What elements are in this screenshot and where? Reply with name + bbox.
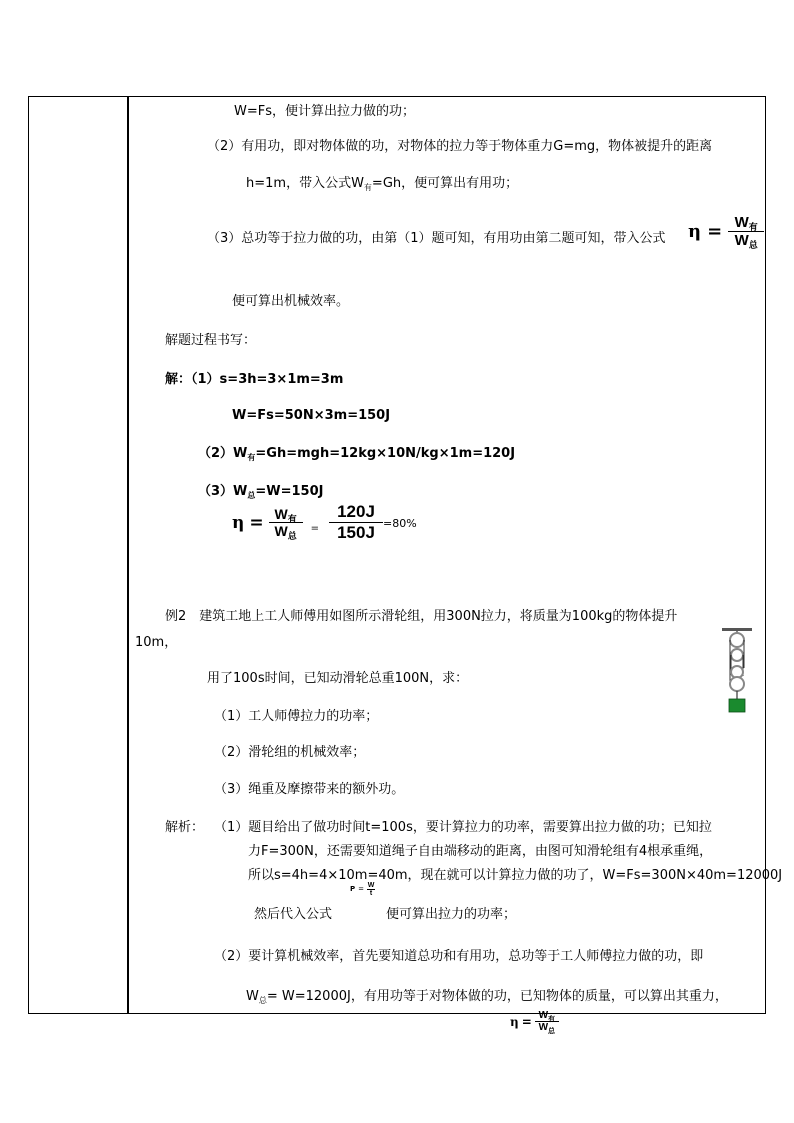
analysis2-p2-l1: （2）要计算机械效率，首先要知道总功和有用功，总功等于工人师傅拉力做的功，即 (214, 949, 704, 964)
example2-q2: （2）滑轮组的机械效率； (214, 745, 366, 760)
pulley-system-image (718, 628, 756, 714)
example2-line1: 例2 建筑工地上工人师傅用如图所示滑轮组，用300N拉力，将质量为100kg的物体提升 (165, 609, 678, 624)
analysis2-l3: 所以s=4h=4×10m=40m，现在就可以计算拉力做的功了，W=Fs=300N×40m=12000J (248, 868, 783, 883)
analysis1-p2-line2: h=1m，带入公式$W_有=Gh$，便可算出有用功； (246, 176, 519, 192)
efficiency-formula: η = $\frac{W_有}{W_总}$ (688, 214, 764, 249)
efficiency-formula-solution: η = $\frac{W_有}{W_总}$ = $\frac{120J}{150J}$ =80% (232, 502, 417, 543)
table-column-divider (127, 96, 129, 1014)
solution-step1: 解：（1）s=3h=3×1m=3m (165, 372, 344, 387)
efficiency-formula-bottom: η = $\frac{W_有}{W_总}$ (510, 1010, 559, 1033)
example2-q3: （3）绳重及摩擦带来的额外功。 (214, 782, 405, 797)
analysis2-l4a: 然后代入公式 (254, 907, 333, 922)
analysis2-l2: 力F=300N，还需要知道绳子自由端移动的距离，由图可知滑轮组有4根承重绳， (248, 844, 713, 859)
solution-step3: $(3)W_总=W=150J$ (198, 484, 324, 500)
solution-step1b: W=Fs=50N×3m=150J (232, 408, 391, 423)
solution-heading: 解题过程书写： (165, 333, 257, 348)
analysis1-line-w-fs: W=Fs，便计算出拉力做的功； (234, 104, 415, 119)
analysis2-l4b: 便可算出拉力的功率； (386, 907, 517, 922)
analysis1-p3-line1: （3）总功等于拉力做的功，由第（1）题可知，有用功由第二题可知，带入公式 (207, 231, 666, 246)
analysis2-label: 解析： (165, 820, 205, 835)
example2-line3: 用了100s时间，已知动滑轮总重100N，求： (207, 671, 469, 686)
analysis2-l1: （1）题目给出了做功时间t=100s，要计算拉力的功率，需要算出拉力做的功；已知拉 (214, 820, 712, 835)
power-formula: P = $\frac{W}{t}$ (350, 882, 375, 897)
solution-step2: $(2)W_有=Gh=mgh=12kg\times 10N/kg\times 1m=120J$ (198, 446, 516, 462)
example2-line2: 10m， (135, 635, 178, 650)
analysis1-p2-line1: （2）有用功，即对物体做的功，对物体的拉力等于物体重力G=mg，物体被提升的距离 (207, 139, 713, 154)
example2-q1: （1）工人师傅拉力的功率； (214, 709, 379, 724)
analysis2-p2-l2: $W_总= W=12000J$，有用功等于对物体做的功，已知物体的质量，可以算出其重力， (246, 989, 728, 1005)
analysis1-p3-line2: 便可算出机械效率。 (232, 294, 350, 309)
